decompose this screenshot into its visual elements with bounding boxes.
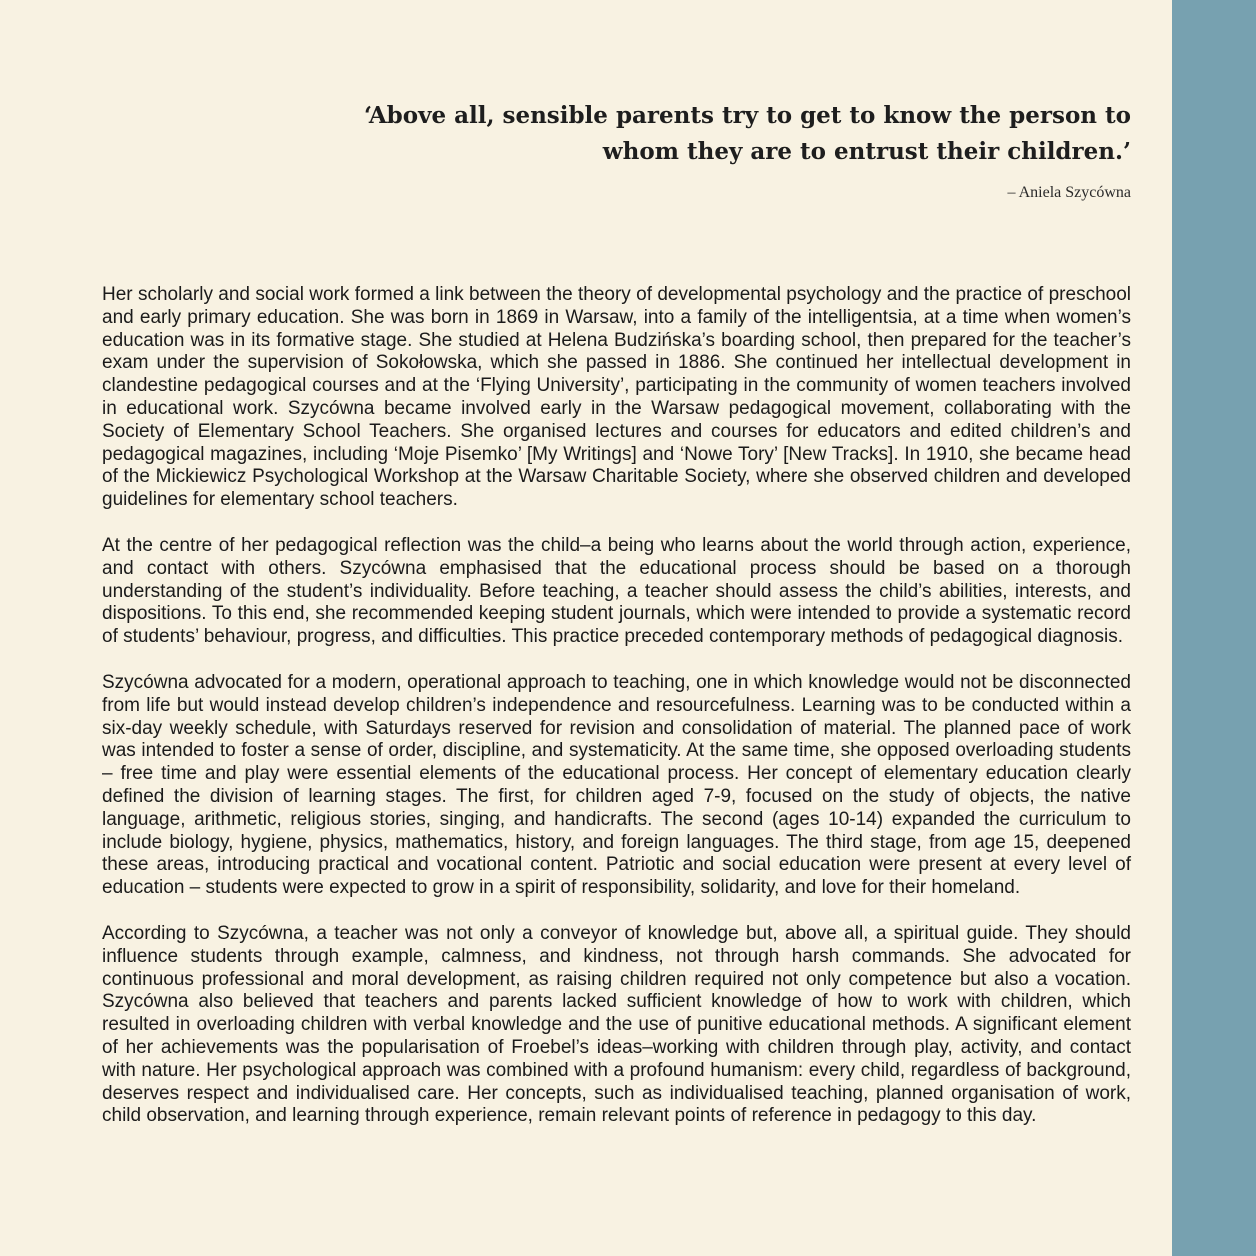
paragraph: According to Szycówna, a teacher was not only a conveyor of knowledge but, above all, a spiritual guide. They should influence students through example, calmness, and kindness, not through harsh commands. She advocated for continuous professional and moral development, as raising children required not only competence but also a vocation. Szycówna also believed that teachers and parents lacked sufficient knowledge of how to work with children, which resulted in overloading children with verbal knowledge and the use of punitive educational methods. A significant element of her achievements was the popularisation of Froebel’s ideas–working with children through play, activity, and contact with nature. Her psychological approach was combined with a profound humanism: every child, regardless of background, deserves respect and individualised care. Her concepts, such as individualised teaching, planned organisation of work, child observation, and learning through experience, remain relevant points of reference in pedagogy to this day. [102, 922, 1131, 1127]
paragraph: Her scholarly and social work formed a link between the theory of developmental psychology and the practice of preschool and early primary education. She was born in 1869 in Warsaw, into a family of the intelligentsia, at a time when women’s education was in its formative stage. She studied at Helena Budzińska’s boarding school, then prepared for the teacher’s exam under the supervision of Sokołowska, which she passed in 1886. She continued her intellectual development in clandestine pedagogical courses and at the ‘Flying University’, participating in the community of women teachers involved in educational work. Szycówna became involved early in the Warsaw pedagogical movement, collaborating with the Society of Elementary School Teachers. She organised lectures and courses for educators and edited children’s and pedagogical magazines, including ‘Moje Pisemko’ [My Writings] and ‘Nowe Tory’ [New Tracks]. In 1910, she became head of the Mickiewicz Psychological Workshop at the Warsaw Charitable Society, where she observed children and developed guidelines for elementary school teachers. [102, 284, 1131, 511]
article-body [102, 284, 1131, 1151]
paragraph: Szycówna advocated for a modern, operational approach to teaching, one in which knowledge would not be disconnected from life but would instead develop children’s independence and resourcefulness. Learning was to be conducted within a six-day weekly schedule, with Saturdays reserved for revision and consolidation of material. The planned pace of work was intended to foster a sense of order, discipline, and systematicity. At the same time, she opposed overloading students – free time and play were essential elements of the educational process. Her concept of elementary education clearly defined the division of learning stages. The first, for children aged 7-9, focused on the study of objects, the native language, arithmetic, religious stories, singing, and handicrafts. The second (ages 10-14) expanded the curriculum to include biology, hygiene, physics, mathematics, history, and foreign languages. The third stage, from age 15, deepened these areas, introducing practical and vocational content. Patriotic and social education were present at every level of education – students were expected to grow in a spirit of responsibility, solidarity, and love for their homeland. [102, 671, 1131, 899]
side-color-band [1172, 0, 1256, 1256]
paragraph: At the centre of her pedagogical reflection was the child–a being who learns about the world through action, experience, and contact with others. Szycówna emphasised that the educational process should be based on a thorough understanding of the student’s individuality. Before teaching, a teacher should assess the child’s abilities, interests, and dispositions. To this end, she recommended keeping student journals, which were intended to provide a systematic record of students’ behaviour, progress, and difficulties. This practice preceded contemporary methods of pedagogical diagnosis. [102, 534, 1131, 648]
quote-attribution: – Aniela Szycówna [1007, 184, 1131, 201]
pull-quote: ‘Above all, sensible parents try to get to know the person to whom they are to entrust their children.’ [363, 102, 1131, 165]
